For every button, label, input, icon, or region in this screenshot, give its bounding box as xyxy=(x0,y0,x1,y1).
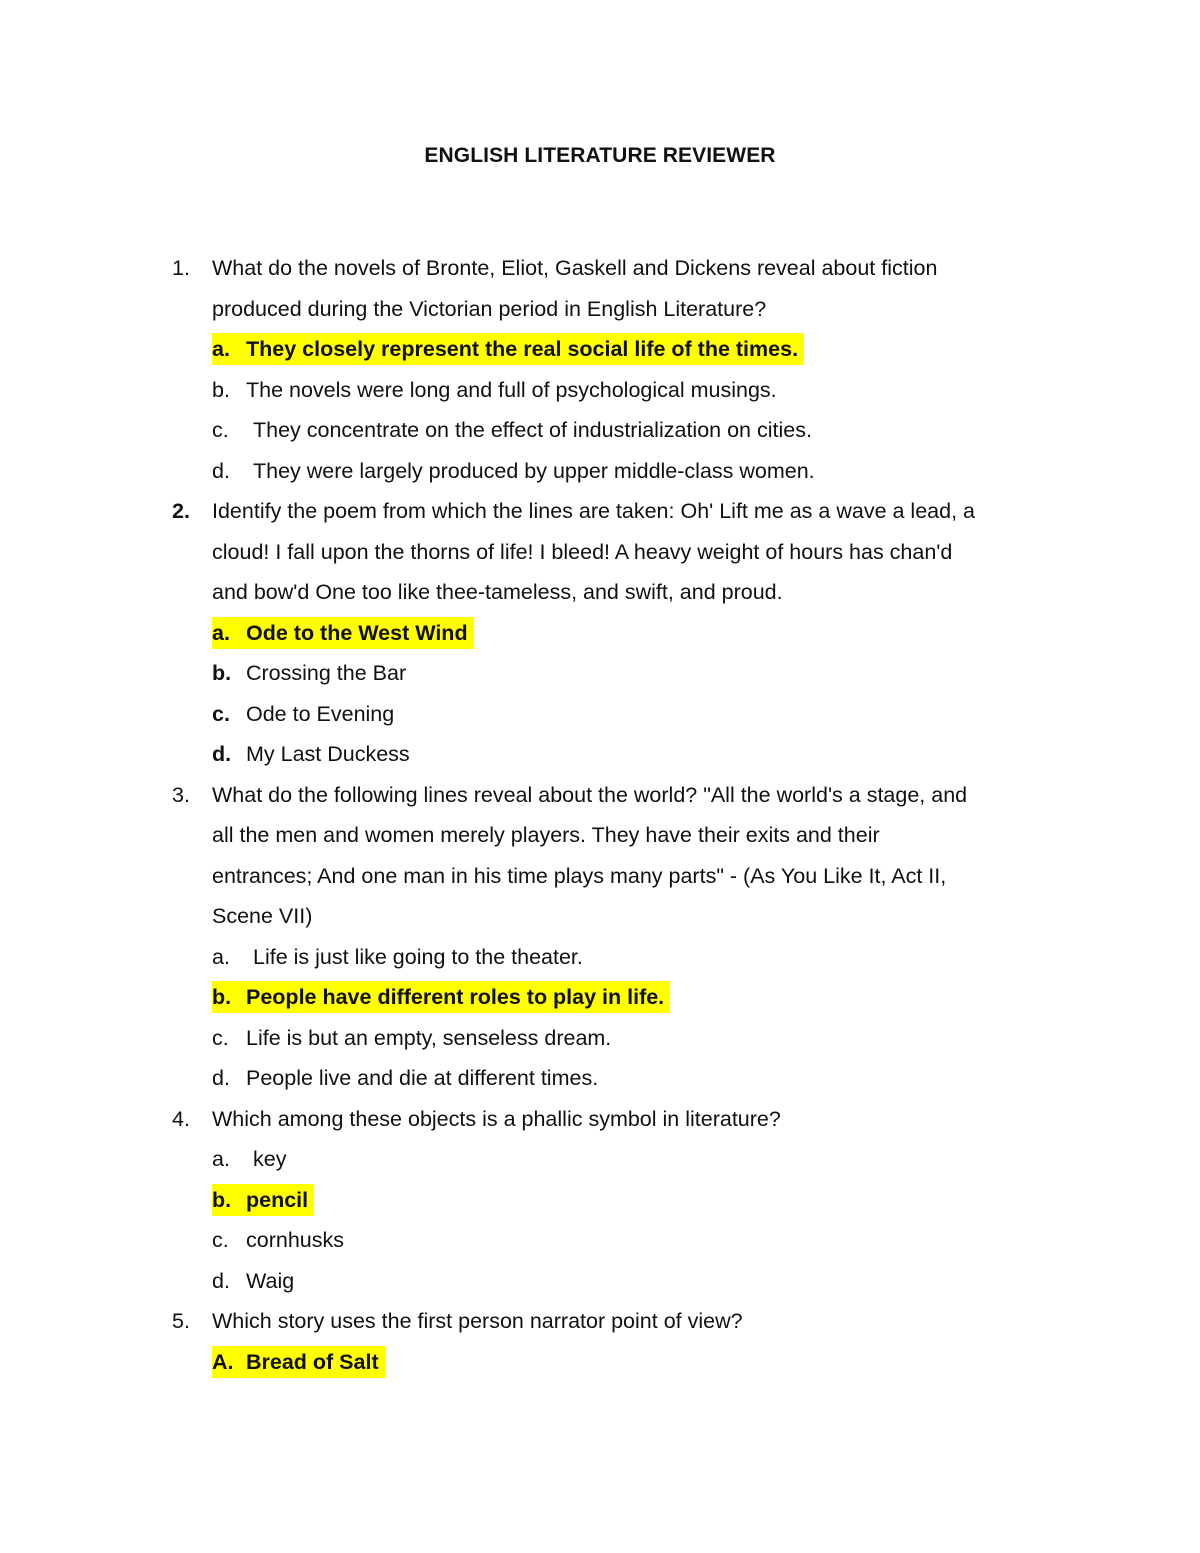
option-text: Life is just like going to the theater. xyxy=(253,944,583,969)
option-letter: a. xyxy=(212,944,230,969)
option-letter: a. xyxy=(212,337,230,361)
question-3 xyxy=(0,779,1200,820)
question-text-line: all the men and women merely players. They have their exits and their xyxy=(212,823,880,847)
option-text: Ode to Evening xyxy=(246,701,395,726)
question-continuation xyxy=(0,536,1200,577)
option-4d xyxy=(0,1265,1200,1306)
option-4a xyxy=(0,1143,1200,1184)
question-text-line: Identify the poem from which the lines are taken: Oh' Lift me as a wave a lead, a xyxy=(212,499,975,523)
option-letter: c. xyxy=(212,1228,229,1252)
question-number: 3. xyxy=(172,782,190,807)
option-letter: a. xyxy=(212,1147,230,1171)
option-4c xyxy=(0,1224,1200,1265)
question-4 xyxy=(0,1103,1200,1144)
highlighted-answer xyxy=(212,1346,385,1378)
option-text: They were largely produced by upper middle-class women. xyxy=(253,458,815,483)
option-3a xyxy=(0,941,1200,982)
question-2 xyxy=(0,495,1200,536)
option-1c xyxy=(0,414,1200,455)
option-letter: c. xyxy=(212,701,230,726)
option-letter: A. xyxy=(212,1349,234,1374)
option-letter: d. xyxy=(212,458,230,483)
option-2d xyxy=(0,738,1200,779)
option-letter: c. xyxy=(212,418,229,442)
highlighted-answer xyxy=(212,1184,314,1216)
option-1a-correct xyxy=(0,333,1200,374)
question-text-line: What do the novels of Bronte, Eliot, Gaskell and Dickens reveal about fiction xyxy=(212,256,938,280)
option-letter: c. xyxy=(212,1025,229,1050)
question-list xyxy=(0,252,1200,1386)
option-letter: b. xyxy=(212,377,230,402)
option-4b-correct xyxy=(0,1184,1200,1225)
question-continuation xyxy=(0,576,1200,617)
question-5 xyxy=(0,1305,1200,1346)
option-text: pencil xyxy=(246,1187,309,1212)
option-text: key xyxy=(253,1147,287,1171)
option-2b xyxy=(0,657,1200,698)
question-text-line: produced during the Victorian period in English Literature? xyxy=(212,296,767,321)
question-continuation xyxy=(0,860,1200,901)
question-1 xyxy=(0,252,1200,293)
option-1d xyxy=(0,455,1200,496)
question-text-line: What do the following lines reveal about the world? "All the world's a stage, and xyxy=(212,782,968,807)
option-text: Bread of Salt xyxy=(246,1349,379,1374)
question-number: 1. xyxy=(172,256,190,280)
option-letter: d. xyxy=(212,1066,230,1090)
option-text: Ode to the West Wind xyxy=(246,620,468,645)
option-3c xyxy=(0,1022,1200,1063)
question-number: 5. xyxy=(172,1309,190,1333)
highlighted-answer xyxy=(212,333,804,365)
question-text-line: cloud! I fall upon the thorns of life! I bleed! A heavy weight of hours has chan'd xyxy=(212,539,953,564)
option-2a-correct xyxy=(0,617,1200,658)
question-number: 2. xyxy=(172,499,190,523)
option-text: cornhusks xyxy=(246,1228,344,1252)
question-text-line: and bow'd One too like thee-tameless, and swift, and proud. xyxy=(212,580,783,604)
option-text: Crossing the Bar xyxy=(246,661,407,685)
option-letter: b. xyxy=(212,1187,232,1212)
option-letter: d. xyxy=(212,1268,230,1293)
option-text: They closely represent the real social life of the times. xyxy=(246,337,799,361)
question-continuation xyxy=(0,900,1200,941)
option-5a-correct xyxy=(0,1346,1200,1387)
option-letter: b. xyxy=(212,661,232,685)
highlighted-answer xyxy=(212,617,474,649)
question-number: 4. xyxy=(172,1106,190,1131)
document-title: ENGLISH LITERATURE REVIEWER xyxy=(424,144,776,167)
question-text-line: entrances; And one man in his time plays many parts" - (As You Like It, Act II, xyxy=(212,863,947,888)
option-text: Life is but an empty, senseless dream. xyxy=(246,1025,612,1050)
question-text-line: Which story uses the first person narrator point of view? xyxy=(212,1309,743,1333)
question-text-line: Scene VII) xyxy=(212,904,313,928)
option-text: Waig xyxy=(246,1268,295,1293)
highlighted-answer xyxy=(212,981,670,1013)
option-2c xyxy=(0,698,1200,739)
option-text: People have different roles to play in life. xyxy=(246,985,665,1009)
option-letter: a. xyxy=(212,620,230,645)
option-text: They concentrate on the effect of industrialization on cities. xyxy=(253,418,812,442)
option-1b xyxy=(0,374,1200,415)
option-3b-correct xyxy=(0,981,1200,1022)
question-continuation xyxy=(0,293,1200,334)
option-text: My Last Duckess xyxy=(246,742,410,766)
option-text: People live and die at different times. xyxy=(246,1066,599,1090)
question-continuation xyxy=(0,819,1200,860)
question-text-line: Which among these objects is a phallic symbol in literature? xyxy=(212,1106,781,1131)
option-3d xyxy=(0,1062,1200,1103)
option-letter: b. xyxy=(212,985,232,1009)
option-letter: d. xyxy=(212,742,232,766)
option-text: The novels were long and full of psychological musings. xyxy=(246,377,777,402)
